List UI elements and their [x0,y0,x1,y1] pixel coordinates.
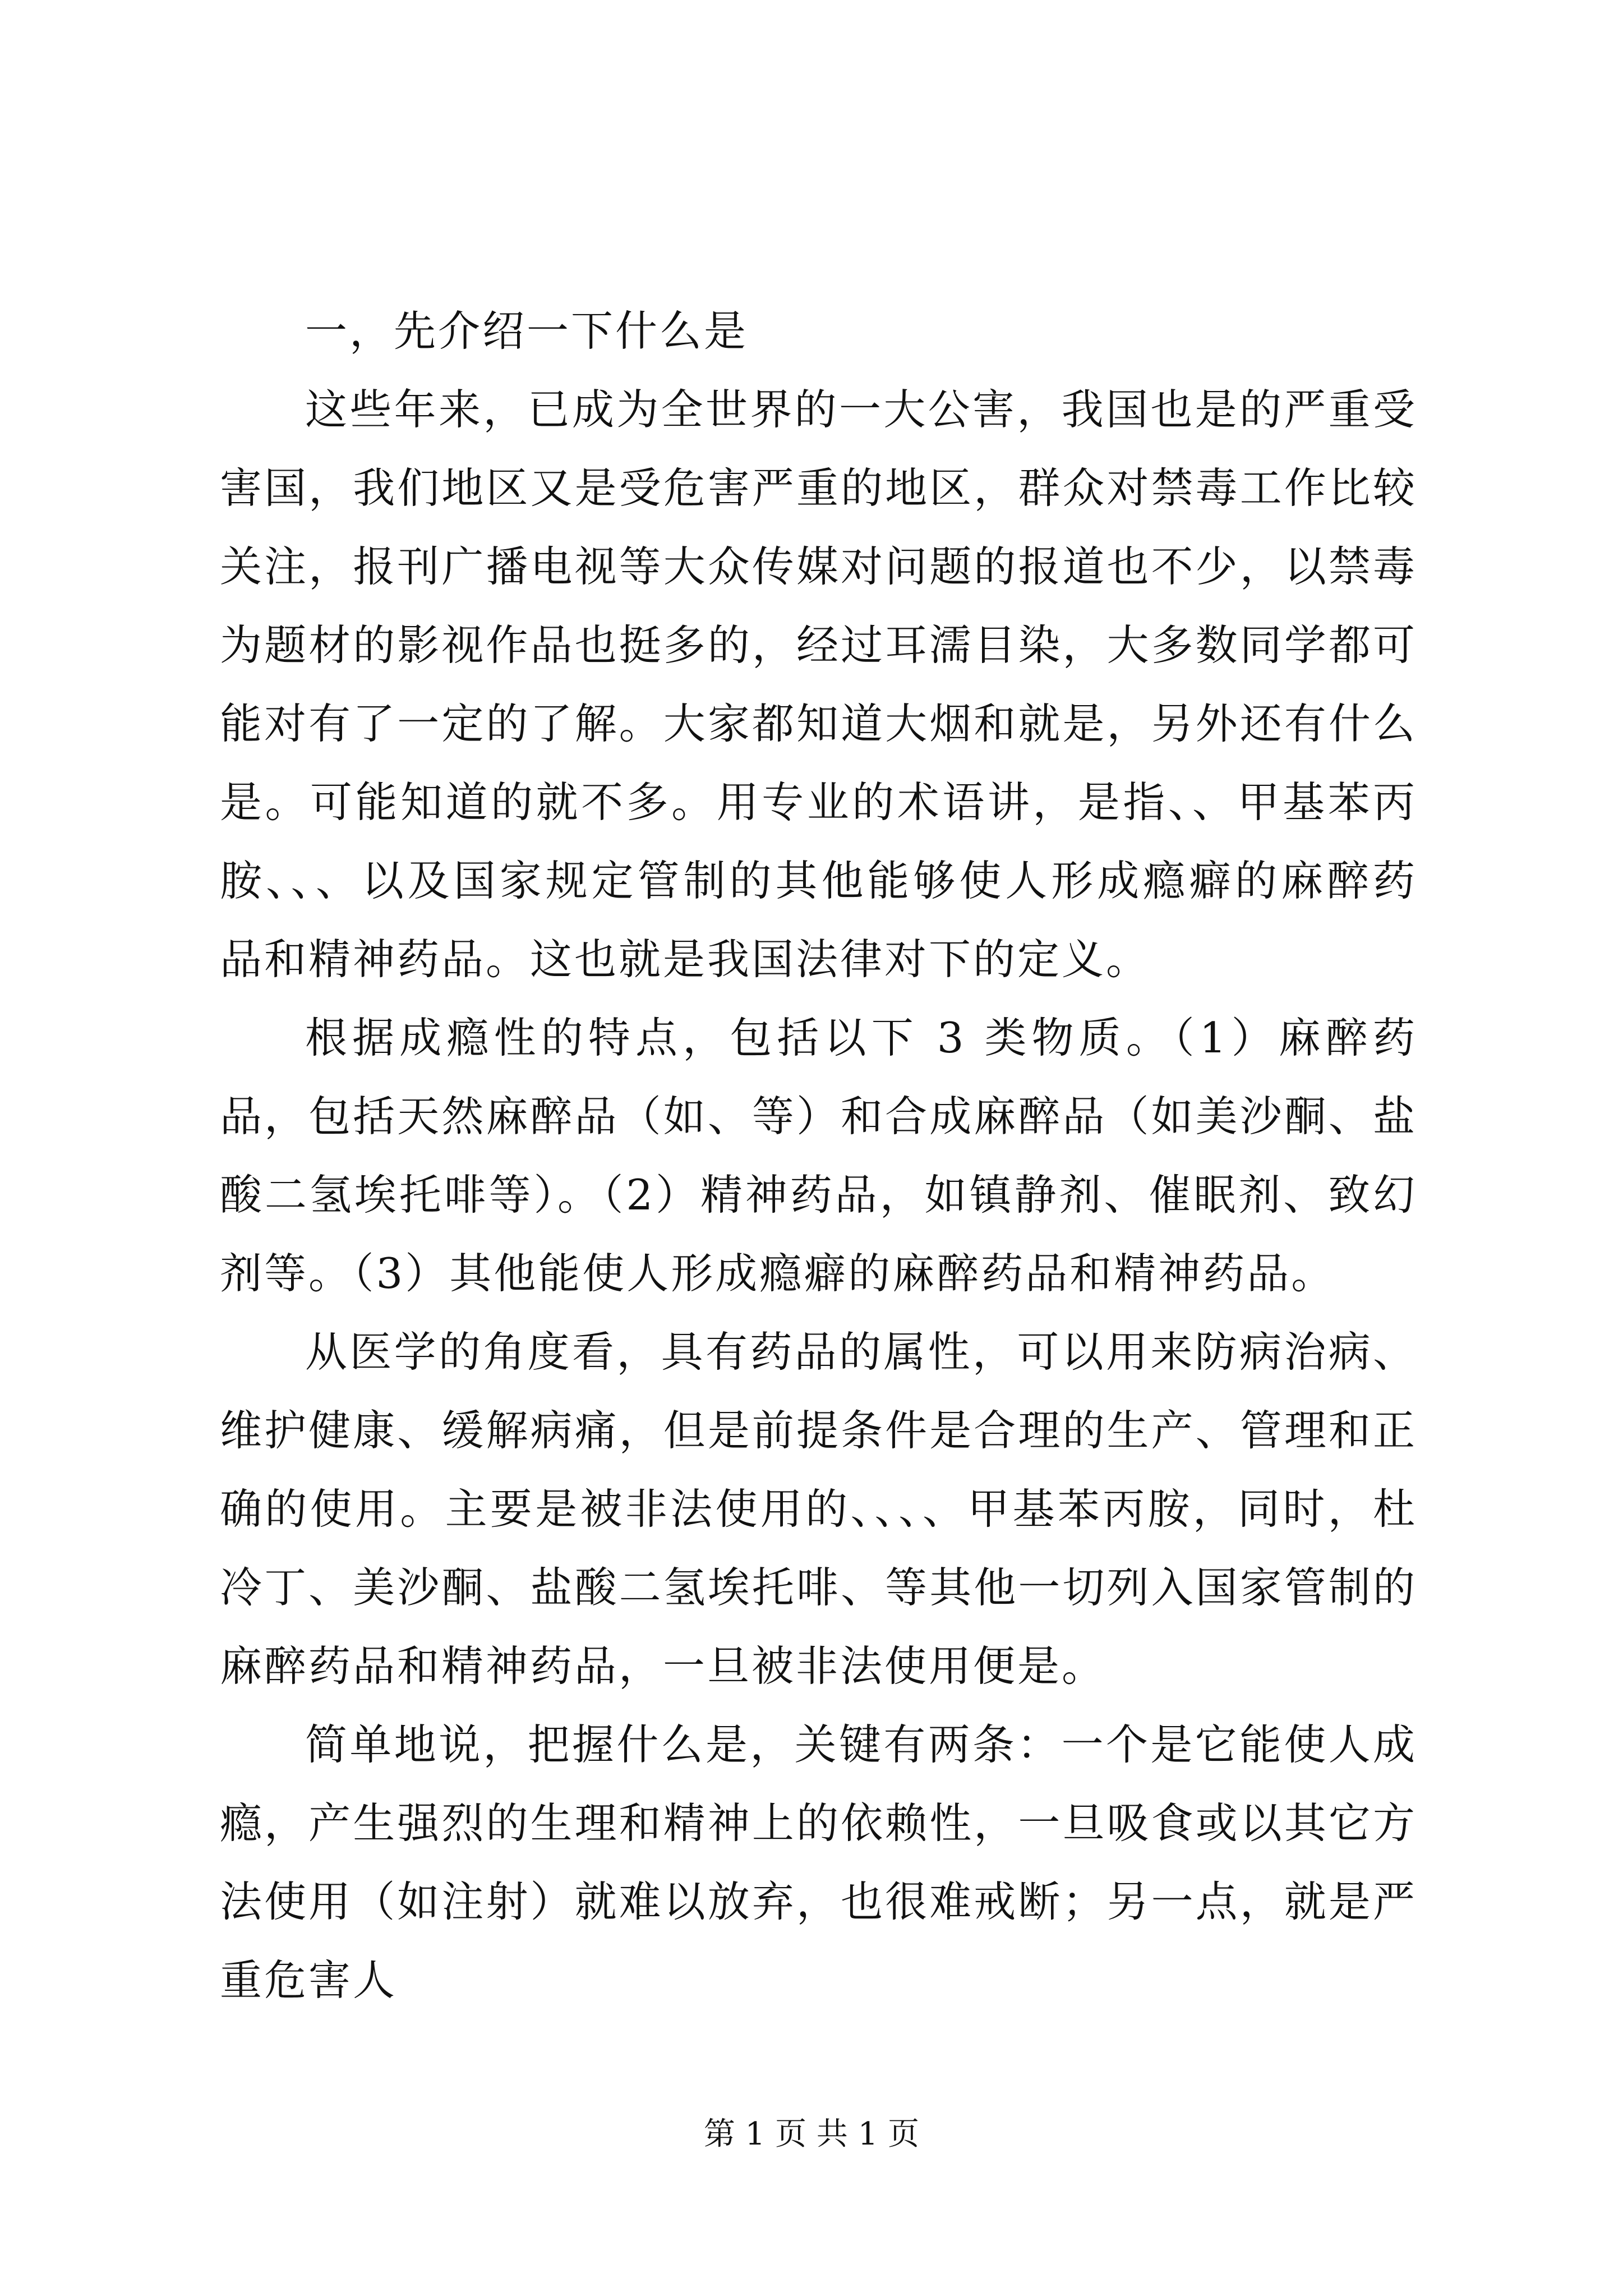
document-body [220,292,1417,2019]
paragraph-1: 这些年来，已成为全世界的一大公害，我国也是的严重受害国，我们地区又是受危害严重的地区，群众对禁毒工作比较关注，报刊广播电视等大众传媒对问题的报道也不少，以禁毒为题材的影视作品也挺多的，经过耳濡目染，大多数同学都可能对有了一定的了解。大家都知道大烟和就是，另外还有什么是。可能知道的就不多。用专业的术语讲，是指、、甲基苯丙胺、、、以及国家规定管制的其他能够使人形成瘾癖的麻醉药品和精神药品。这也就是我国法律对下的定义。 [220,385,1417,984]
paragraph-2: 根据成瘾性的特点，包括以下 3 类物质。（1）麻醉药品，包括天然麻醉品（如、等）和合成麻醉品（如美沙酮、盐酸二氢埃托啡等）。（2）精神药品，如镇静剂、催眠剂、致幻剂等。（3）其他能使人形成瘾癖的麻醉药品和精神药品。 [220,1013,1417,1298]
paragraph-3: 从医学的角度看，具有药品的属性，可以用来防病治病、维护健康、缓解病痛，但是前提条件是合理的生产、管理和正确的使用。主要是被非法使用的、、、、甲基苯丙胺，同时，杜冷丁、美沙酮、盐酸二氢埃托啡、等其他一切列入国家管制的麻醉药品和精神药品，一旦被非法使用便是。 [220,1327,1417,1691]
paragraph-4: 简单地说，把握什么是，关键有两条：一个是它能使人成瘾，产生强烈的生理和精神上的依赖性，一旦吸食或以其它方法使用（如注射）就难以放弃，也很难戒断；另一点，就是严重危害人 [220,1720,1417,2005]
page-footer: 第 1 页 共 1 页 [703,2116,920,2152]
section-heading: 一，先介绍一下什么是 [305,306,749,356]
